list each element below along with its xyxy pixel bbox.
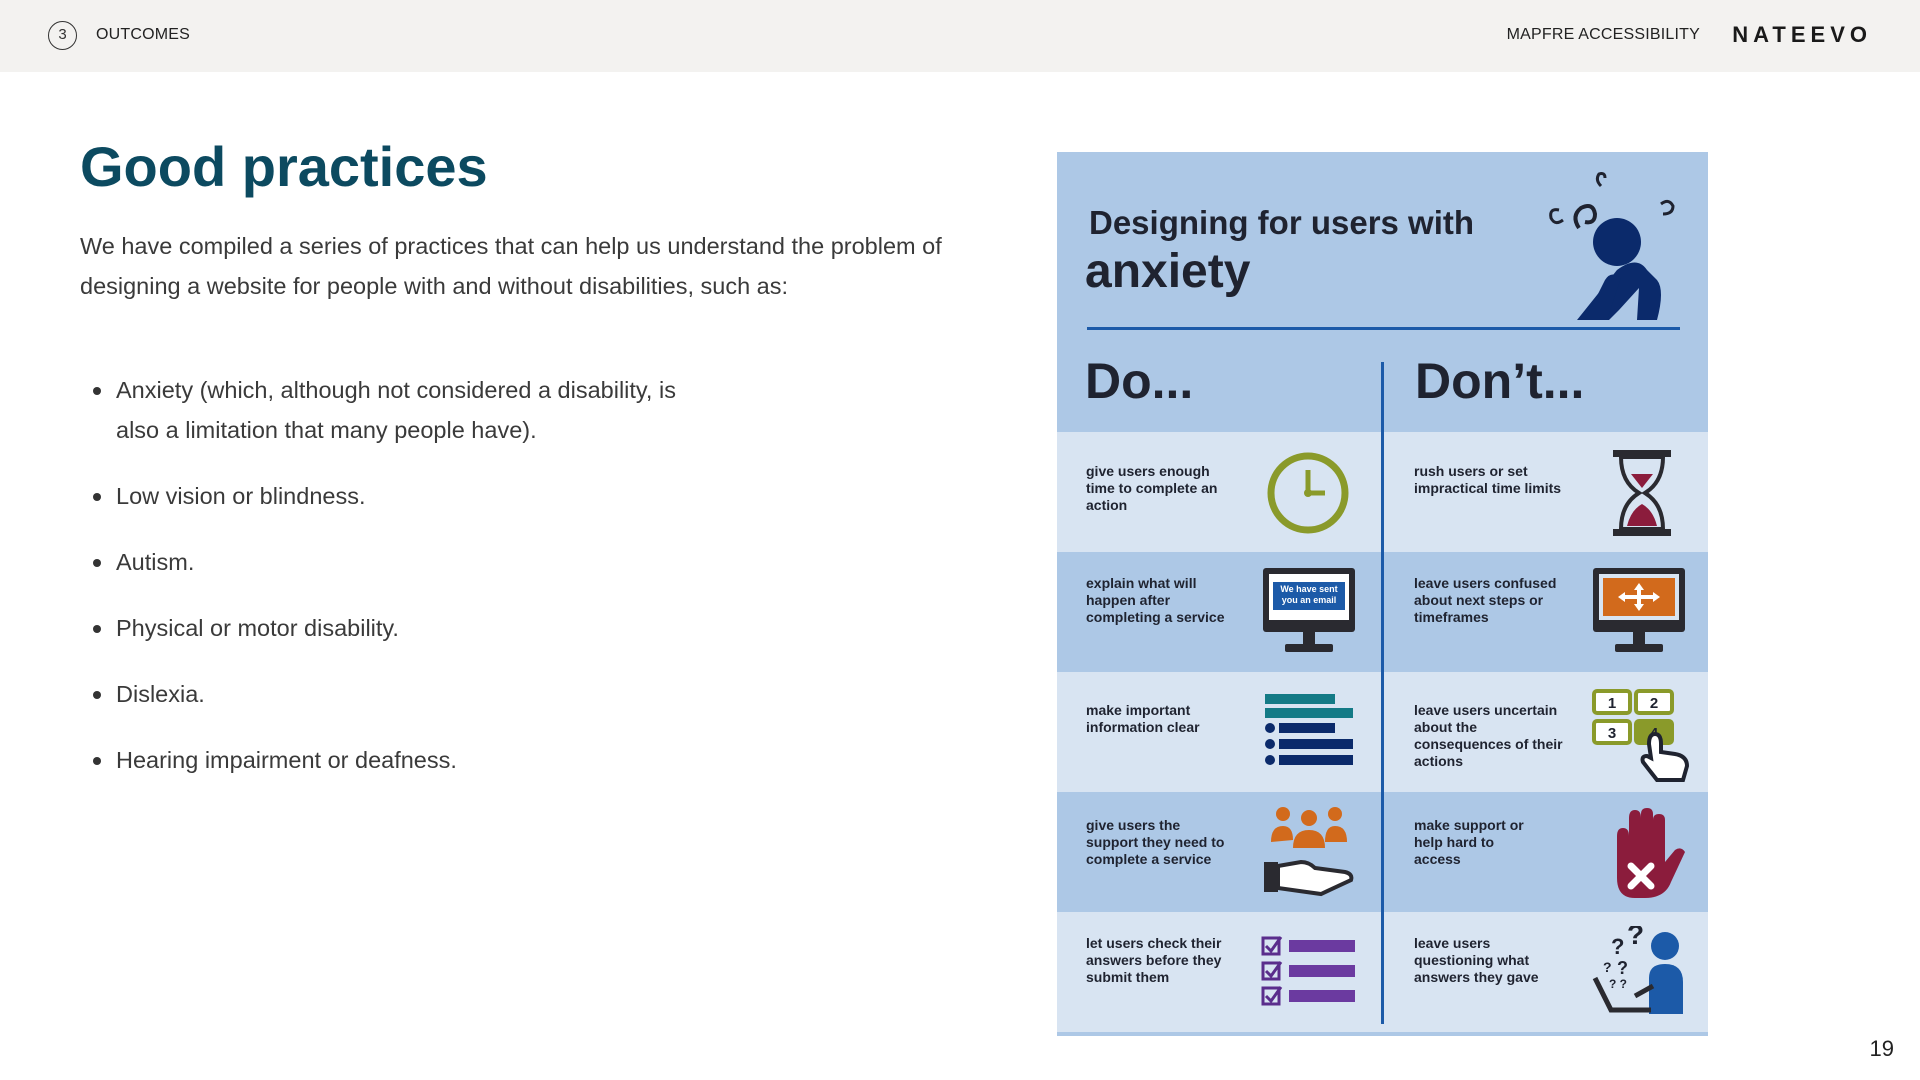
bullet-dot	[93, 559, 101, 567]
brand-logo: NATEEVO	[1732, 22, 1872, 47]
list-item-text: Dislexia.	[116, 681, 205, 707]
list-item-text: Anxiety (which, although not considered a disability, is also a limitation that many people have).	[116, 377, 676, 443]
do-text: explain what will happen after completing a service	[1086, 575, 1225, 625]
do-text: give users enough time to complete an action	[1086, 463, 1218, 513]
section-label: OUTCOMES	[96, 26, 191, 43]
bullet-dot	[93, 757, 101, 765]
list-item	[80, 608, 800, 648]
bullet-dot	[93, 691, 101, 699]
list-item	[80, 542, 800, 582]
list-item-text: Hearing impairment or deafness.	[116, 747, 457, 773]
text-lines-icon	[1263, 692, 1355, 772]
anxious-person-icon	[1517, 170, 1687, 330]
hourglass-icon	[1609, 448, 1675, 538]
bullet-list	[80, 370, 800, 806]
stop-hand-icon	[1605, 806, 1689, 902]
dont-heading: Don’t...	[1415, 353, 1585, 409]
project-label: MAPFRE ACCESSIBILITY	[1506, 26, 1700, 43]
list-item-text: Autism.	[116, 549, 195, 575]
page-title: Good practices	[80, 135, 488, 198]
svg-text:? ?: ? ?	[1609, 977, 1627, 991]
helping-hand-icon	[1261, 804, 1357, 904]
list-item	[80, 476, 800, 516]
keypad-number: 1	[1607, 695, 1617, 712]
svg-text:?: ?	[1627, 926, 1645, 950]
poster-heading: Designing for users with	[1089, 204, 1475, 241]
dont-text: leave users uncertain about the consequences of their actions	[1414, 702, 1563, 769]
dont-text: leave users confused about next steps or timeframes	[1414, 575, 1557, 625]
list-item	[80, 740, 800, 780]
do-text: make important information clear	[1086, 702, 1200, 735]
svg-text:?: ?	[1611, 934, 1625, 959]
list-item-text: Low vision or blindness.	[116, 483, 366, 509]
bullet-dot	[93, 625, 101, 633]
do-text: let users check their answers before they submit them	[1086, 935, 1222, 985]
svg-text:?: ?	[1603, 959, 1612, 975]
anxiety-poster	[1057, 152, 1708, 1036]
bullet-dot	[93, 387, 101, 395]
keypad-number: 3	[1607, 725, 1617, 742]
keypad-number: 2	[1649, 695, 1659, 712]
svg-text:?: ?	[1617, 958, 1628, 978]
do-text: give users the support they need to complete a service	[1086, 817, 1225, 867]
poster-topic: anxiety	[1085, 245, 1251, 298]
poster-divider	[1087, 327, 1680, 330]
clock-icon	[1263, 448, 1353, 538]
monitor-email-icon	[1261, 566, 1357, 658]
keypad-hand-icon	[1591, 688, 1693, 784]
list-item	[80, 674, 800, 714]
checklist-icon	[1261, 934, 1357, 1010]
list-item	[80, 370, 716, 450]
dont-text: leave users questioning what answers they gave	[1414, 935, 1539, 985]
email-sent-message: We have sent you an email	[1280, 584, 1338, 605]
section-number: 3	[48, 21, 77, 50]
column-divider	[1381, 362, 1384, 1024]
intro-paragraph: We have compiled a series of practices that can help us understand the problem of designing a website for people with and without disabilities, such as:	[80, 233, 942, 299]
page-number: 19	[1869, 1036, 1894, 1061]
dont-text: make support or help hard to access	[1414, 817, 1524, 867]
bullet-dot	[93, 493, 101, 501]
top-bar	[0, 0, 1920, 72]
confused-user-icon	[1591, 926, 1691, 1016]
monitor-arrows-icon	[1591, 566, 1687, 658]
dont-text: rush users or set impractical time limits	[1414, 463, 1562, 496]
list-item-text: Physical or motor disability.	[116, 615, 399, 641]
do-heading: Do...	[1085, 353, 1194, 409]
